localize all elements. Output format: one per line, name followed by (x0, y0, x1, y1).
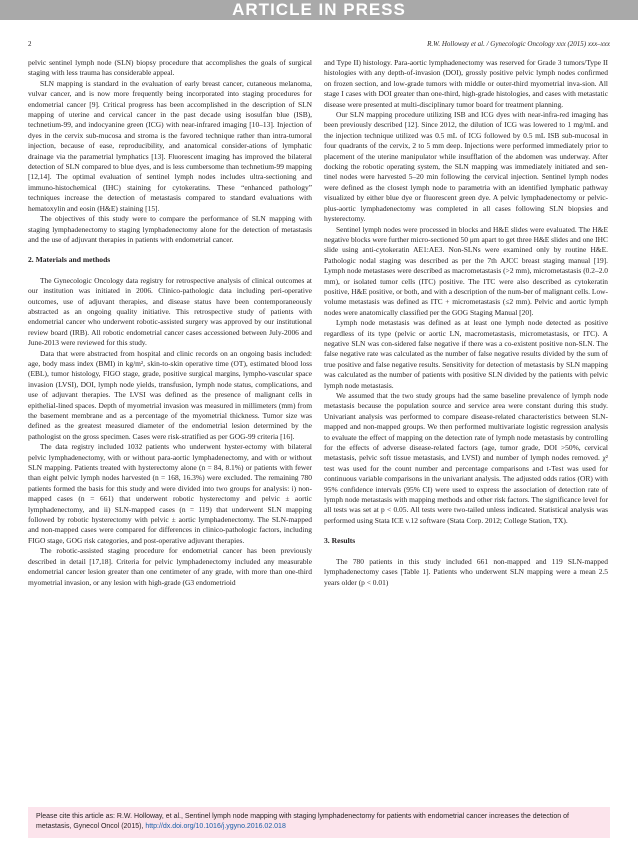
paragraph: The robotic-assisted staging procedure for endometrial cancer has been previously described in detail [17,18]. Criteria for pelvic lymphadenectomy included any measurable endometrial cancer lesion greater than one centimeter of any grade, with more than one-third myometrial invasion, or any lesion with high-grade (G3 endometrioid (28, 546, 312, 587)
paragraph: pelvic sentinel lymph node (SLN) biopsy procedure that accomplishes the goals of surgical staging with less trauma has considerable appeal. (28, 58, 312, 78)
article-in-press-banner: ARTICLE IN PRESS (0, 0, 638, 20)
citation-text: Please cite this article as: R.W. Holloway, et al., Sentinel lymph node mapping with staging lymphadenectomy for patients with endometrial cancer increases the detection of metastasis, Gynecol Oncol (2015), (36, 813, 569, 830)
paragraph: We assumed that the two study groups had the same baseline prevalence of lymph node metastasis because the population source and service area were constant during this study. Univariant analysis was performed to compare disease-related characteristics between SLN-mapped and non-mapped groups. We then performed multivariate logistic regression analysis to evaluate the effect of mapping on the detection rate of lymph node metastasis by controlling for the effects of adverse disease-related factors (age, tumor grade, DOI >50%, cervical metastasis, pelvic soft tissue metastasis, and LVSI) and number of lymph nodes removed. χ² test was used for the count number and percentage comparisons and t-Test was used for continuous variable comparisons in the univariant analysis. The adjusted odds ratios (OR) with 95% confidence intervals (95% CI) were used to express the association of detection rate of lymph node metastasis with mapping methods and other risk factors. The significance level for all tests was set at p < 0.05. All tests were two-tailed unless indicated. Statistical analysis was performed using Stata ICE v.12 software (Stata Corp. 2012; College Station, TX). (324, 391, 608, 525)
page-number: 2 (28, 40, 32, 48)
running-head (28, 40, 610, 52)
journal-citation: R.W. Holloway et al. / Gynecologic Oncology xxx (2015) xxx–xxx (427, 40, 610, 48)
paragraph: The 780 patients in this study included 661 non-mapped and 119 SLN-mapped lymphadenectomy cases [Table 1]. Patients who underwent SLN mapping were a mean 2.5 years older (p < 0.01) (324, 556, 608, 587)
section-heading: 2. Materials and methods (28, 255, 111, 265)
paragraph: The objectives of this study were to compare the performance of SLN mapping with staging lymphadenectomy to staging lymphadenectomy alone for the detection of metastasis and the use of adjuvant therapies in patients with endometrial cancer. (28, 214, 312, 244)
left-column (28, 58, 312, 588)
paragraph: Our SLN mapping procedure utilizing ISB and ICG dyes with near-infra-red imaging has been previously described [12]. Since 2012, the dilution of ICG was lowered to 1 mg/mL and the injection technique utilized was 0.5 mL of ICG followed by 0.5 mL ISB sub-mucosal in four quadrants of the cervix, 2 to 5 mm deep. Injections were performed immediately prior to placement of the uterine manipulator while insufflation of the abdomen was underway. After docking the robotic operating system, the SLN mapping was immediately initiated and sen-tinel nodes were harvested 5–20 min following the cervical injection. Sentinel lymph nodes were defined as the closest lymph node to parametria with an identified lymphatic pathway visualized by either blue dye or fluorescent green dye. A pelvic lymphadenectomy or pelvic-plus-aortic lymphadenectomy was completed in all cases following SLN biopsies and hysterectomy. (324, 110, 608, 224)
citation-footer (28, 807, 610, 838)
section-heading: 3. Results (324, 536, 356, 546)
paragraph: The Gynecologic Oncology data registry for retrospective analysis of clinical outcomes at our institution was initiated in 2006. Clinico-pathologic data including peri-operative outcomes, use of adjuvant therapies, and disease status have been contemporaneously abstracted as an ongoing quality initiative. This retrospective study of patients with endometrial cancer who underwent robotic-assisted surgery was approved by our institutional review board (IRB). All robotic endometrial cancer cases accessioned between July-2006 and June-2013 were reviewed for this study. (28, 275, 312, 348)
paragraph: and Type II) histology. Para-aortic lymphadenectomy was reserved for Grade 3 tumors/Type II histologies with any depth-of-invasion (DOI), grossly positive pelvic lymph nodes confirmed on frozen section, and low-grade tumors with middle or outer-third myometrial inva-sion. All stage I cases with DOI greater than one-third, high-grade histologies, and cases with metastatic disease were presented at multi-disciplinary tumor board for treatment planning. (324, 58, 608, 109)
paragraph: Lymph node metastasis was defined as at least one lymph node detected as positive regardless of its type (pelvic or aortic LN, macrometastasis, micrometastasis, or ITC). A negative SLN was con-sidered false negative if there was a co-existent positive non-SLN. The false negative rate was calculated as the number of false negative results divided by the sum of true positive and false negative results. Sensitivity for detection of metastasis by SLN mapping was calculated as the number of patients with positive SLN divided by the patients with pelvic lymph node metastasis. (324, 318, 608, 390)
right-column (324, 58, 608, 588)
paragraph: Data that were abstracted from hospital and clinic records on an ongoing basis included: age, body mass index (BMI) in kg/m², skin-to-skin operative time (OT), estimated blood loss (EBL), tumor histology, FIGO stage, grade, positive surgical margins, lympho-vascular space invasion (LVSI), DOI, lymph node yields, transfusion, lymph node status, complications, and use of adjuvant therapies. The LVSI was defined as the presence of malignant cells in epithelial-lined spaces. Depth of myometrial invasion was measured in millimeters (mm) from the basement membrane and as a percentage of the myometrial thickness. Tumor size was defined as the greatest measured diameter of the endometrial lesion determined by the pathologist on the gross specimen. Cases were risk-stratified as per GOG-99 criteria [16]. (28, 348, 312, 441)
doi-link[interactable]: http://dx.doi.org/10.1016/j.ygyno.2016.02.018 (145, 823, 286, 830)
paragraph: SLN mapping is standard in the evaluation of early breast cancer, cutaneous melanoma, vulvar cancer, and is now more frequently being incorporated into staging procedures for endometrial cancer [9]. Critical progress has been accomplished in the description of SLN mapping of uterine and cervical cancer in the past decade using isosulfan blue (ISB), technetium-99, and indocyanine green (ICG) with near-infrared imaging [10–13]. Injection of dyes in the cervix sub-mucosa and stroma is the favored technique rather than intra-tumoral injection, because of ease, reproducibility, and anatomical consider-ations of lymphatic drainage via the parametrial lymphatics [13]. Fluorescent imaging has improved the bilateral detection of SLN compared to blue dyes, and is less cumbersome than technetium-99 mapping [12,14]. The optimal evaluation of sentinel lymph nodes includes ultra-sectioning and immuno-histochemical (IHC) staining for cytokeratins. These “enhanced pathology” techniques increase the detection of metastasis compared to standard evaluations with hematoxylin and eosin (H&E) staining [15]. (28, 78, 312, 213)
paragraph: Sentinel lymph nodes were processed in blocks and H&E slides were evaluated. The H&E negative blocks were further micro-sectioned 50 μm apart to get three H&E slides and one IHC slide using anti-cytokeratin AE1:AE3. Non-SLNs were examined only by routine H&E. Pathologic nodal staging was described as per the 7th AJCC breast staging manual [19]. Lymph node metastases were described as macrometastasis (>2 mm), micrometastasis (0.2–2.0 mm), or isolated tumor cells (ITC) positive. The ITC were also described as cytokeratin positive, H&E positive, or both, and with a description of the num-ber of malignant cells. Low-volume metastasis was defined as ITC + micrometastasis (≤2 mm). Pelvic and aortic lymph nodes were anatomically classified per the GOG Staging Manual [20]. (324, 224, 609, 317)
paragraph: The data registry included 1032 patients who underwent hyster-ectomy with bilateral pelvic lymphadenectomy, with or without para-aortic lymphadenectomy, and with or without SLN mapping. Patients treated with hysterectomy alone (n = 84, 8.1%) or patients with fewer than eight pelvic lymph nodes harvested (n = 168, 16.3%) were excluded. The remaining 780 patients formed the basis for this study and were divided into two groups for analysis: i) non-mapped cases (n = 661) that underwent robotic hysterectomy and pelvic ± aortic lymphadenectomy, and ii) SLN-mapped cases (n = 119) that underwent SLN mapping followed by robotic hysterectomy with pelvic ± aortic lymphadenectomy. The SLN-mapped and non-mapped cases were compared for differences in clinico-pathologic factors, including FIGO stage, GOG risk categories, and post-operative adjuvant therapies. (28, 442, 312, 545)
